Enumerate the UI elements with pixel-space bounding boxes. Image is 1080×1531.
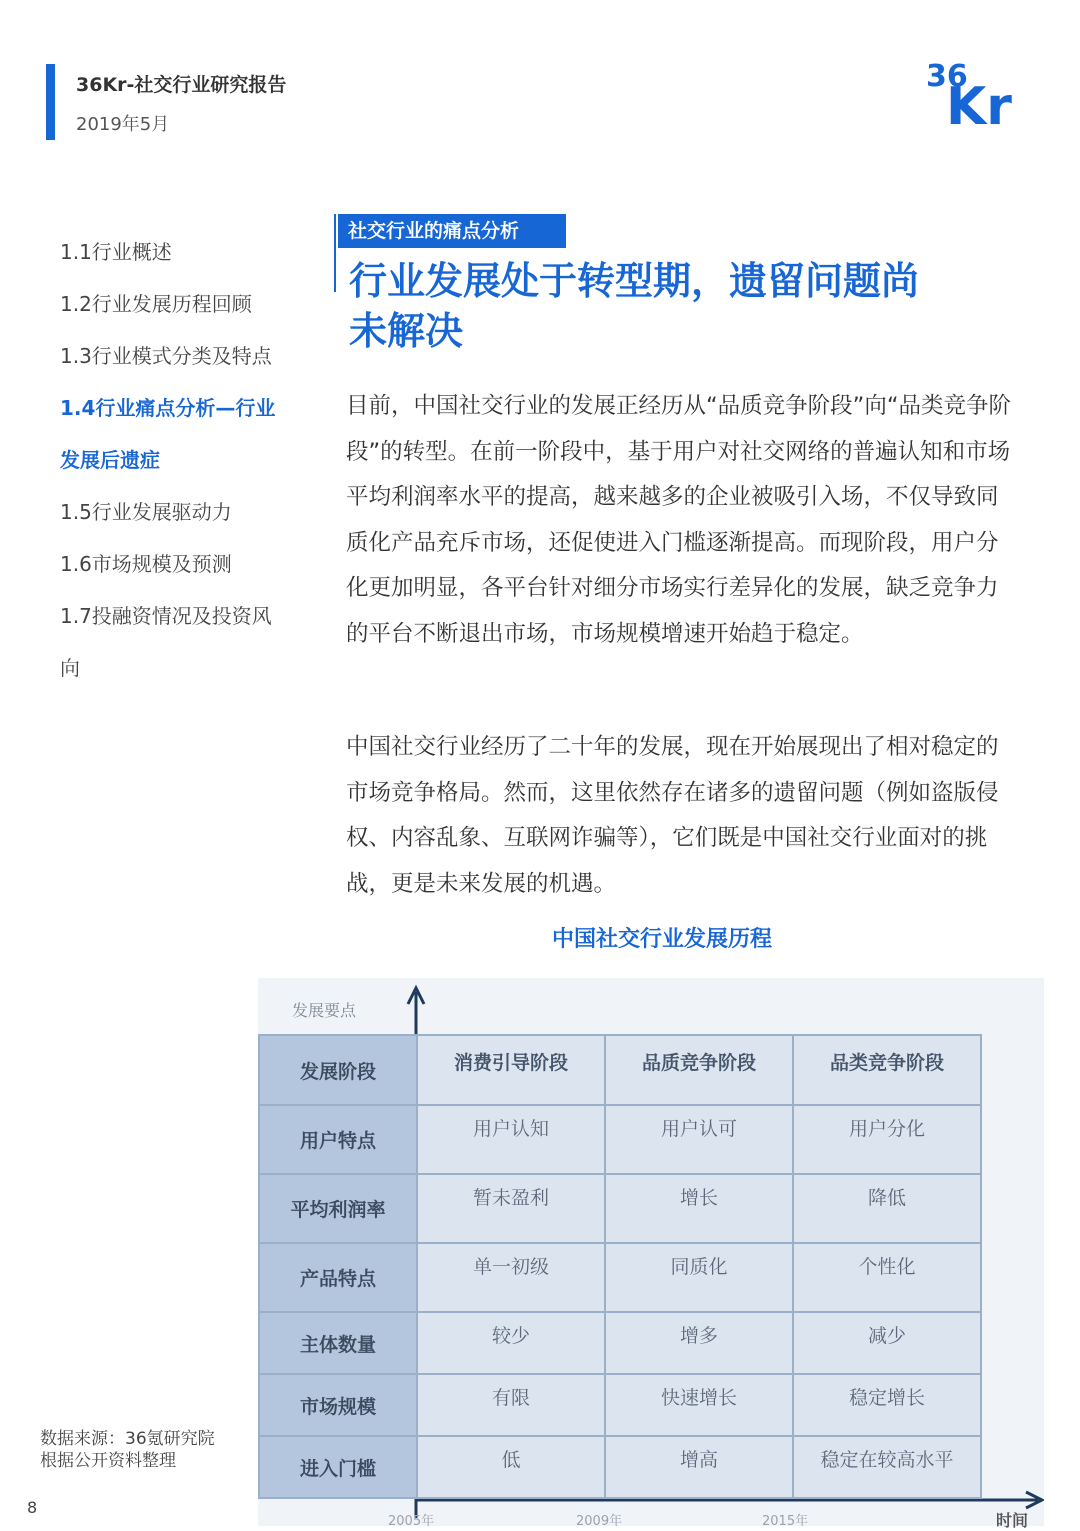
toc-item-1-7[interactable]: 1.7投融资情况及投资风: [60, 604, 272, 628]
logo-text-kr: Kr: [946, 77, 1012, 128]
body-paragraph-2: 中国社交行业经历了二十年的发展，现在开始展现出了相对稳定的市场竞争格局。然而，这里依然存在诸多的遗留问题（例如盗版侵权、内容乱象、互联网诈骗等），它们既是中国社交行业面对的挑战，更是未来发展的机遇。: [346, 734, 999, 897]
x-tick-label: 2015年: [762, 1514, 809, 1529]
table-cell: 减少: [793, 1312, 981, 1374]
table-cell: 低: [417, 1436, 605, 1498]
diagram-title: 中国社交行业发展历程: [551, 927, 772, 952]
table-cell: 较少: [417, 1312, 605, 1374]
page-title: [349, 256, 1049, 356]
data-source: [40, 1428, 215, 1472]
table-cell: 增多: [605, 1312, 793, 1374]
report-title: 36Kr-社交行业研究报告: [76, 74, 287, 96]
header-accent-bar: [46, 64, 55, 140]
toc-item-1-5[interactable]: 1.5行业发展驱动力: [60, 500, 232, 524]
table-cell: 用户认可: [605, 1105, 793, 1174]
table-row: [259, 1035, 981, 1105]
x-tick-label: 2005年: [388, 1514, 435, 1529]
row-label: 市场规模: [259, 1374, 417, 1436]
row-label: 用户特点: [259, 1105, 417, 1174]
toc-item-1-1[interactable]: 1.1行业概述: [60, 240, 172, 264]
x-tick-label: 2009年: [576, 1514, 623, 1529]
table-cell: 用户分化: [793, 1105, 981, 1174]
toc-item-1-4[interactable]: 1.4行业痛点分析—行业: [60, 396, 276, 420]
table-row: [259, 1174, 981, 1243]
source-line-2: 根据公开资料整理: [40, 1451, 176, 1471]
row-label: 平均利润率: [259, 1174, 417, 1243]
toc-item-1-4-cont[interactable]: 发展后遗症: [60, 448, 160, 472]
source-line-1: 数据来源：36氪研究院: [40, 1429, 215, 1449]
stage-table: [258, 1034, 982, 1499]
development-diagram: [258, 978, 1044, 1530]
table-cell: 降低: [793, 1174, 981, 1243]
table-of-contents: [60, 226, 310, 694]
page-title-line-2: 未解决: [349, 309, 464, 353]
table-cell: 用户认知: [417, 1105, 605, 1174]
table-cell: 同质化: [605, 1243, 793, 1312]
table-cell: 稳定增长: [793, 1374, 981, 1436]
page-number: 8: [27, 1498, 38, 1517]
table-cell: 品质竞争阶段: [605, 1035, 793, 1105]
table-cell: 稳定在较高水平: [793, 1436, 981, 1498]
row-label: 进入门槛: [259, 1436, 417, 1498]
table-cell: 增高: [605, 1436, 793, 1498]
row-label: 主体数量: [259, 1312, 417, 1374]
table-row: [259, 1436, 981, 1498]
logo-text-36: 36: [926, 59, 968, 94]
table-cell: 消费引导阶段: [417, 1035, 605, 1105]
report-date: 2019年5月: [76, 114, 170, 135]
y-axis-label: 发展要点: [292, 1001, 357, 1020]
title-accent-bar: [334, 214, 336, 292]
36kr-logo: [924, 56, 1044, 128]
body-paragraph-1: 目前，中国社交行业的发展正经历从“品质竞争阶段”向“品类竞争阶段”的转型。在前一阶段中，基于用户对社交网络的普遍认知和市场平均利润率水平的提高，越来越多的企业被吸引入场，不仅导致同质化产品充斥市场，还促使进入门槛逐渐提高。而现阶段，用户分化更加明显，各平台针对细分市场实行差异化的发展，缺乏竞争力的平台不断退出市场，市场规模增速开始趋于稳定。: [346, 393, 1011, 647]
row-label: 产品特点: [259, 1243, 417, 1312]
toc-item-1-2[interactable]: 1.2行业发展历程回顾: [60, 292, 252, 316]
table-row: [259, 1312, 981, 1374]
table-cell: 单一初级: [417, 1243, 605, 1312]
table-cell: 快速增长: [605, 1374, 793, 1436]
toc-item-1-7-cont[interactable]: 向: [60, 656, 80, 680]
toc-item-1-3[interactable]: 1.3行业模式分类及特点: [60, 344, 272, 368]
section-tag: 社交行业的痛点分析: [338, 214, 566, 248]
table-cell: 暂未盈利: [417, 1174, 605, 1243]
table-row: [259, 1374, 981, 1436]
page-title-line-1: 行业发展处于转型期，遗留问题尚: [349, 259, 920, 303]
table-cell: 增长: [605, 1174, 793, 1243]
table-row: [259, 1243, 981, 1312]
row-label: 发展阶段: [259, 1035, 417, 1105]
table-cell: 个性化: [793, 1243, 981, 1312]
x-axis-label: 时间: [996, 1511, 1029, 1530]
table-cell: 有限: [417, 1374, 605, 1436]
table-cell: 品类竞争阶段: [793, 1035, 981, 1105]
table-row: [259, 1105, 981, 1174]
toc-item-1-6[interactable]: 1.6市场规模及预测: [60, 552, 232, 576]
